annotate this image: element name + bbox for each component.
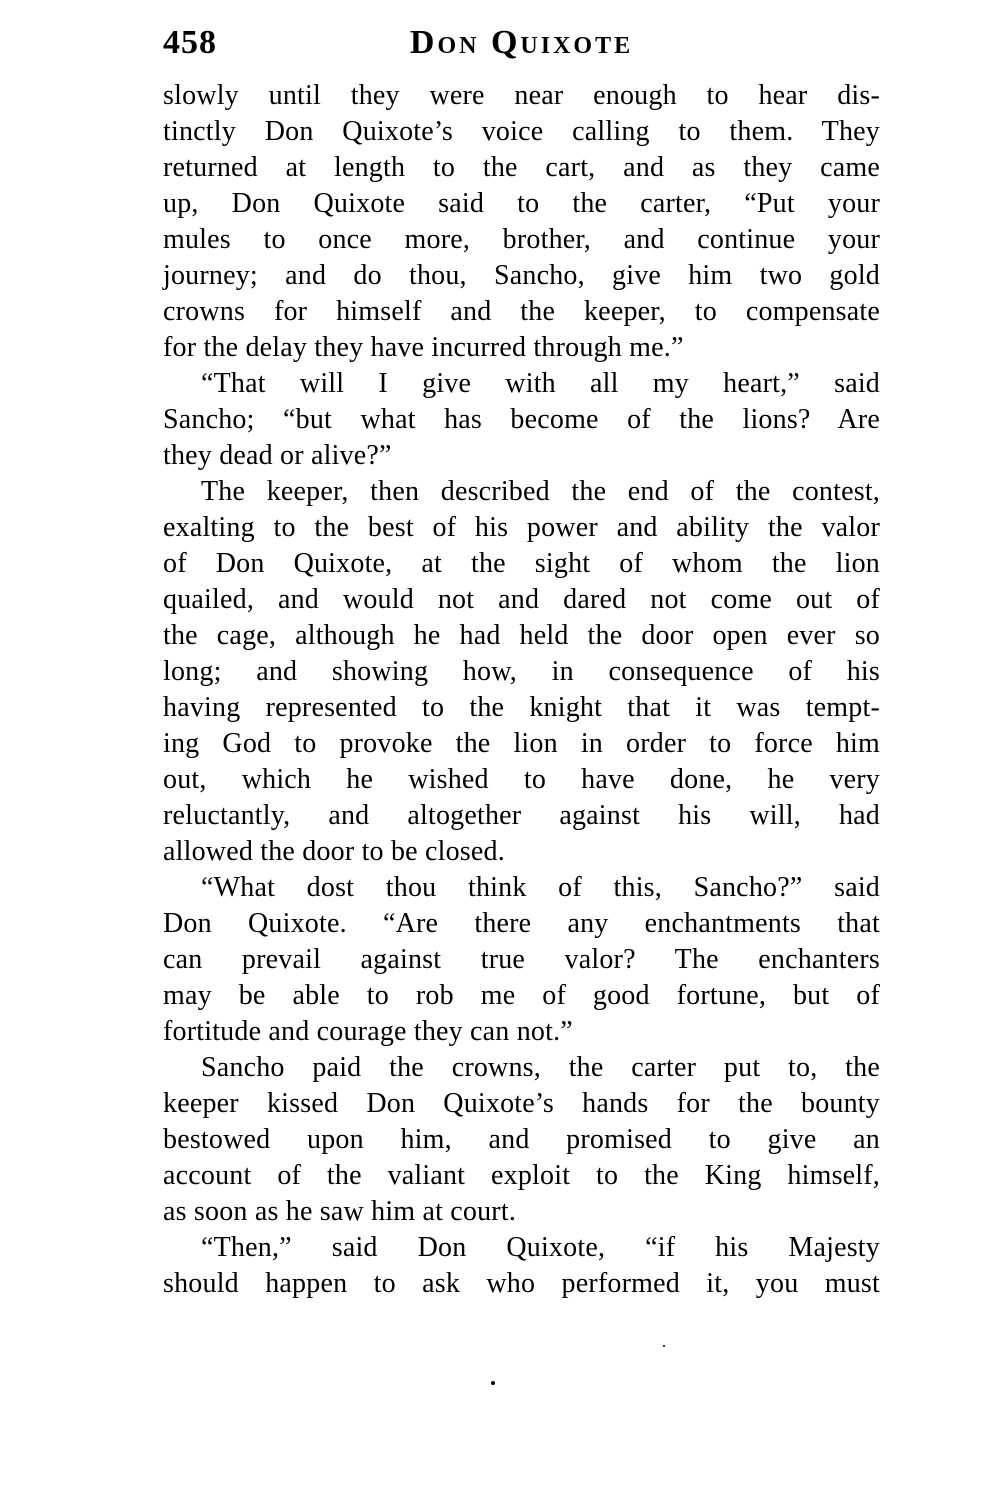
text-line: “That will I give with all my heart,” said bbox=[201, 368, 880, 399]
page-number: 458 bbox=[163, 24, 217, 61]
text-line: journey; and do thou, Sancho, give him two gold bbox=[163, 260, 880, 291]
text-line: returned at length to the cart, and as they came bbox=[163, 152, 880, 183]
text-line: allowed the door to be closed. bbox=[163, 836, 505, 867]
text-line: Don Quixote. “Are there any enchantments that bbox=[163, 908, 880, 939]
text-line: fortitude and courage they can not.” bbox=[163, 1016, 573, 1047]
text-line: slowly until they were near enough to hear dis- bbox=[163, 80, 880, 111]
text-line: “What dost thou think of this, Sancho?” said bbox=[201, 872, 880, 903]
text-line: mules to once more, brother, and continue your bbox=[163, 224, 880, 255]
text-line: as soon as he saw him at court. bbox=[163, 1196, 517, 1227]
text-line: ing God to provoke the lion in order to force him bbox=[163, 728, 880, 759]
text-line: crowns for himself and the keeper, to compensate bbox=[163, 296, 880, 327]
text-line: should happen to ask who performed it, you must bbox=[163, 1268, 880, 1299]
text-line: exalting to the best of his power and ability the valor bbox=[163, 512, 880, 543]
text-line: having represented to the knight that it was tempt- bbox=[163, 692, 880, 723]
scan-speck bbox=[491, 1381, 495, 1385]
text-line: of Don Quixote, at the sight of whom the lion bbox=[163, 548, 880, 579]
page-text-block bbox=[163, 78, 880, 1302]
text-line: bestowed upon him, and promised to give an bbox=[163, 1124, 880, 1155]
text-line: can prevail against true valor? The enchanters bbox=[163, 944, 880, 975]
text-line: account of the valiant exploit to the King himself, bbox=[163, 1160, 880, 1191]
text-line: long; and showing how, in consequence of his bbox=[163, 656, 880, 687]
text-line: “Then,” said Don Quixote, “if his Majesty bbox=[201, 1232, 880, 1263]
text-line: the cage, although he had held the door open ever so bbox=[163, 620, 880, 651]
text-line: Sancho; “but what has become of the lions? Are bbox=[163, 404, 880, 435]
text-line: reluctantly, and altogether against his will, had bbox=[163, 800, 880, 831]
running-head-title: Don Quixote bbox=[409, 24, 634, 61]
scan-speck bbox=[663, 1345, 665, 1347]
text-line: The keeper, then described the end of the contest, bbox=[201, 476, 880, 507]
text-line: Sancho paid the crowns, the carter put to, the bbox=[201, 1052, 880, 1083]
text-line: up, Don Quixote said to the carter, “Put your bbox=[163, 188, 880, 219]
text-line: out, which he wished to have done, he very bbox=[163, 764, 880, 795]
text-line: for the delay they have incurred through me.” bbox=[163, 332, 684, 363]
text-line: keeper kissed Don Quixote’s hands for the bounty bbox=[163, 1088, 880, 1119]
text-line: quailed, and would not and dared not come out of bbox=[163, 584, 880, 615]
text-line: may be able to rob me of good fortune, but of bbox=[163, 980, 880, 1011]
text-line: they dead or alive?” bbox=[163, 440, 392, 471]
text-line: tinctly Don Quixote’s voice calling to them. They bbox=[163, 116, 880, 147]
